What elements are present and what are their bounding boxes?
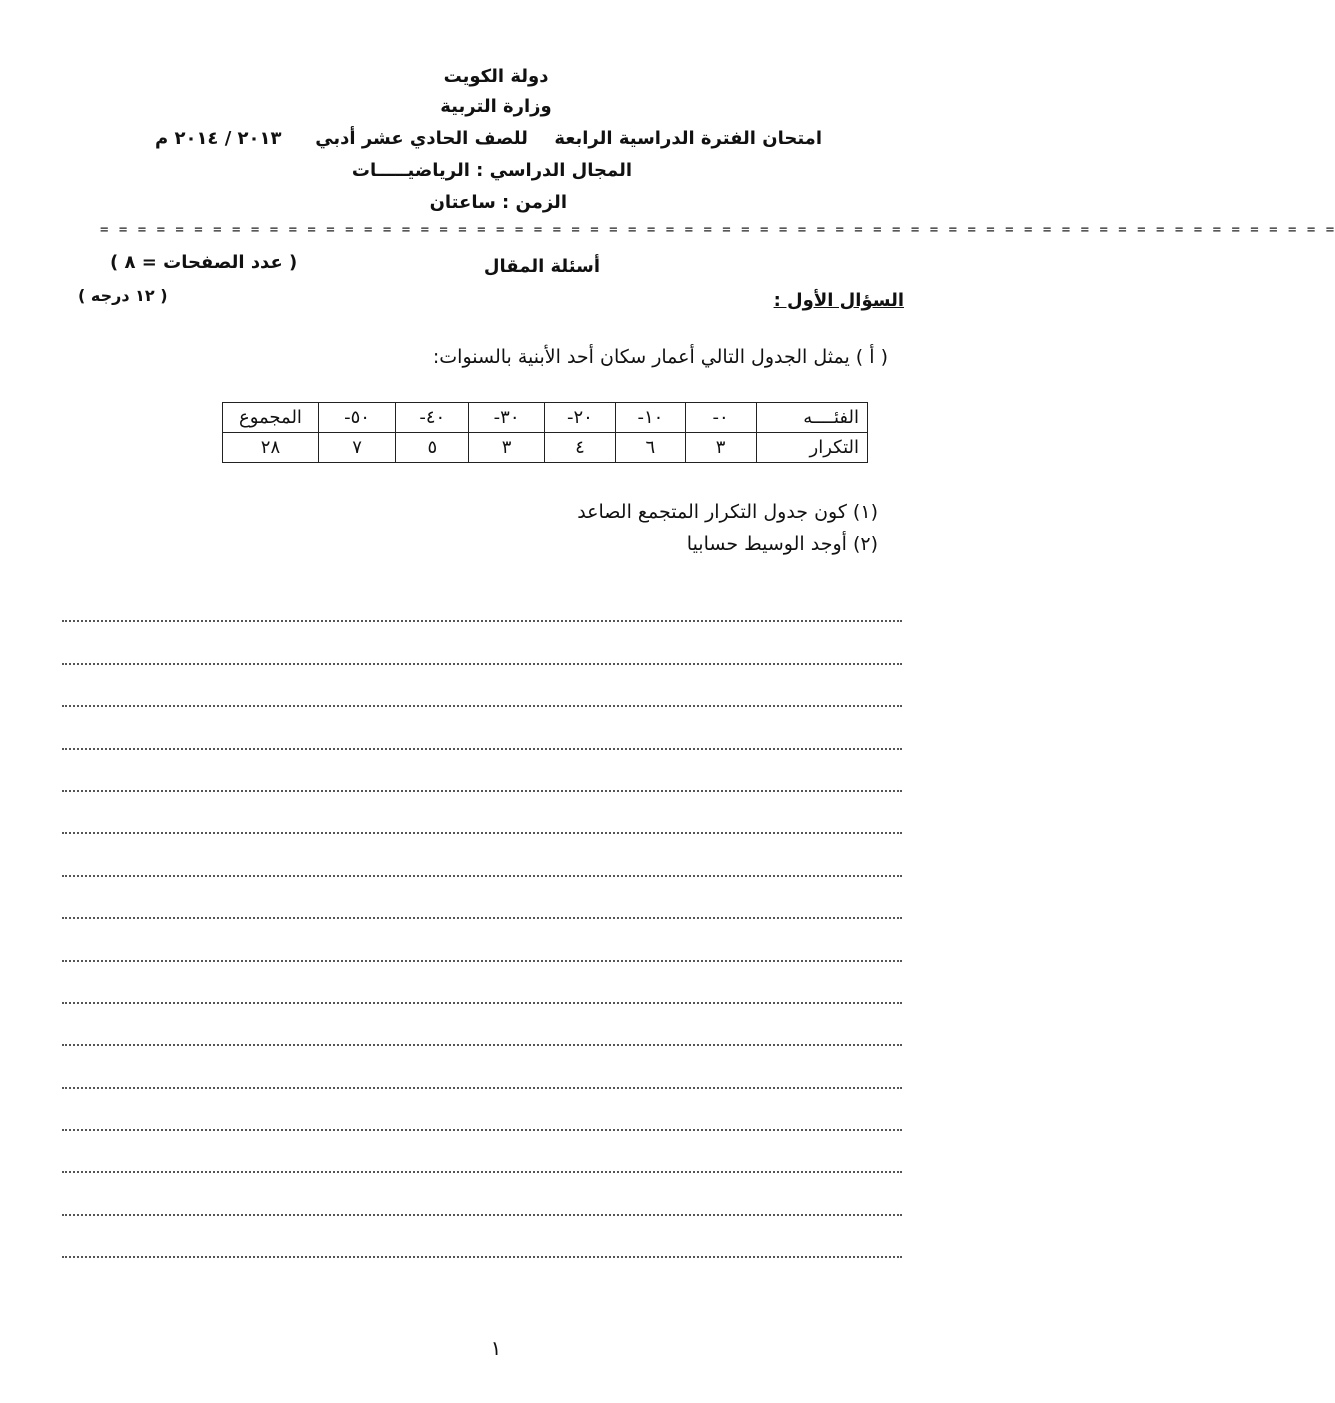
- answer-line[interactable]: [62, 792, 902, 834]
- table-cell-total: ٢٨: [223, 433, 319, 463]
- table-cell: ٣: [685, 433, 756, 463]
- country-title: دولة الكويت: [443, 66, 549, 87]
- answer-line[interactable]: [62, 1216, 902, 1258]
- table-cell: ٤: [544, 433, 615, 463]
- table-row-categories: [223, 403, 868, 433]
- question-label: السؤال الأول :: [773, 290, 904, 311]
- answer-line[interactable]: [62, 707, 902, 749]
- pages-count: ( عدد الصفحات = ٨ ): [110, 252, 298, 273]
- answer-line[interactable]: [62, 665, 902, 707]
- answer-line[interactable]: [62, 877, 902, 919]
- table-cell: ٤٠-: [396, 403, 469, 433]
- answer-line[interactable]: [62, 1046, 902, 1088]
- table-cell: ٦: [616, 433, 685, 463]
- ministry-title: وزارة التربية: [440, 96, 552, 117]
- table-row-frequencies: [223, 433, 868, 463]
- answer-line[interactable]: [62, 750, 902, 792]
- answer-line[interactable]: [62, 834, 902, 876]
- table-cell-total-header: المجموع: [223, 403, 319, 433]
- table-cell: ٥٠-: [318, 403, 395, 433]
- subject-label: المجال الدراسي : الرياضيـــــات: [351, 160, 632, 181]
- answer-line[interactable]: [62, 1131, 902, 1173]
- page-number: ١: [490, 1336, 502, 1360]
- section-title: أسئلة المقال: [483, 256, 600, 277]
- row-label-category: الفئــــه: [756, 403, 867, 433]
- question-marks: ( ١٢ درجه ): [78, 286, 168, 305]
- part-a-intro: ( أ ) يمثل الجدول التالي أعمار سكان أحد الأبنية بالسنوات:: [432, 346, 888, 368]
- row-label-frequency: التكرار: [756, 433, 867, 463]
- answer-line[interactable]: [62, 919, 902, 961]
- answer-line[interactable]: [62, 1089, 902, 1131]
- exam-year: ٢٠١٣ / ٢٠١٤ م: [155, 128, 282, 149]
- answer-line[interactable]: [62, 580, 902, 622]
- grade-label: للصف الحادي عشر أدبي: [315, 128, 528, 149]
- exam-title: امتحان الفترة الدراسية الرابعة: [554, 128, 822, 149]
- table-cell: ٢٠-: [544, 403, 615, 433]
- answer-line[interactable]: [62, 622, 902, 664]
- table-cell: ٣٠-: [469, 403, 544, 433]
- time-label: الزمن : ساعتان: [429, 192, 567, 213]
- table-cell: ١٠-: [616, 403, 685, 433]
- task-1: (١) كون جدول التكرار المتجمع الصاعد: [577, 501, 878, 523]
- answer-line[interactable]: [62, 1004, 902, 1046]
- frequency-table: [222, 402, 868, 463]
- answer-line[interactable]: [62, 962, 902, 1004]
- table-cell: ٠-: [685, 403, 756, 433]
- table-cell: ٣: [469, 433, 544, 463]
- answer-lines[interactable]: [62, 580, 902, 1258]
- separator-line: = = = = = = = = = = = = = = = = = = = = = = = = = = = = = = = = = = = = = = = = = = = = = = = = = = = = = = = = = = = = = = = = = =: [100, 222, 1335, 238]
- exam-title-line: [315, 128, 822, 149]
- task-2: (٢) أوجد الوسيط حسابيا: [686, 533, 878, 555]
- table-cell: ٥: [396, 433, 469, 463]
- table-cell: ٧: [318, 433, 395, 463]
- answer-line[interactable]: [62, 1173, 902, 1215]
